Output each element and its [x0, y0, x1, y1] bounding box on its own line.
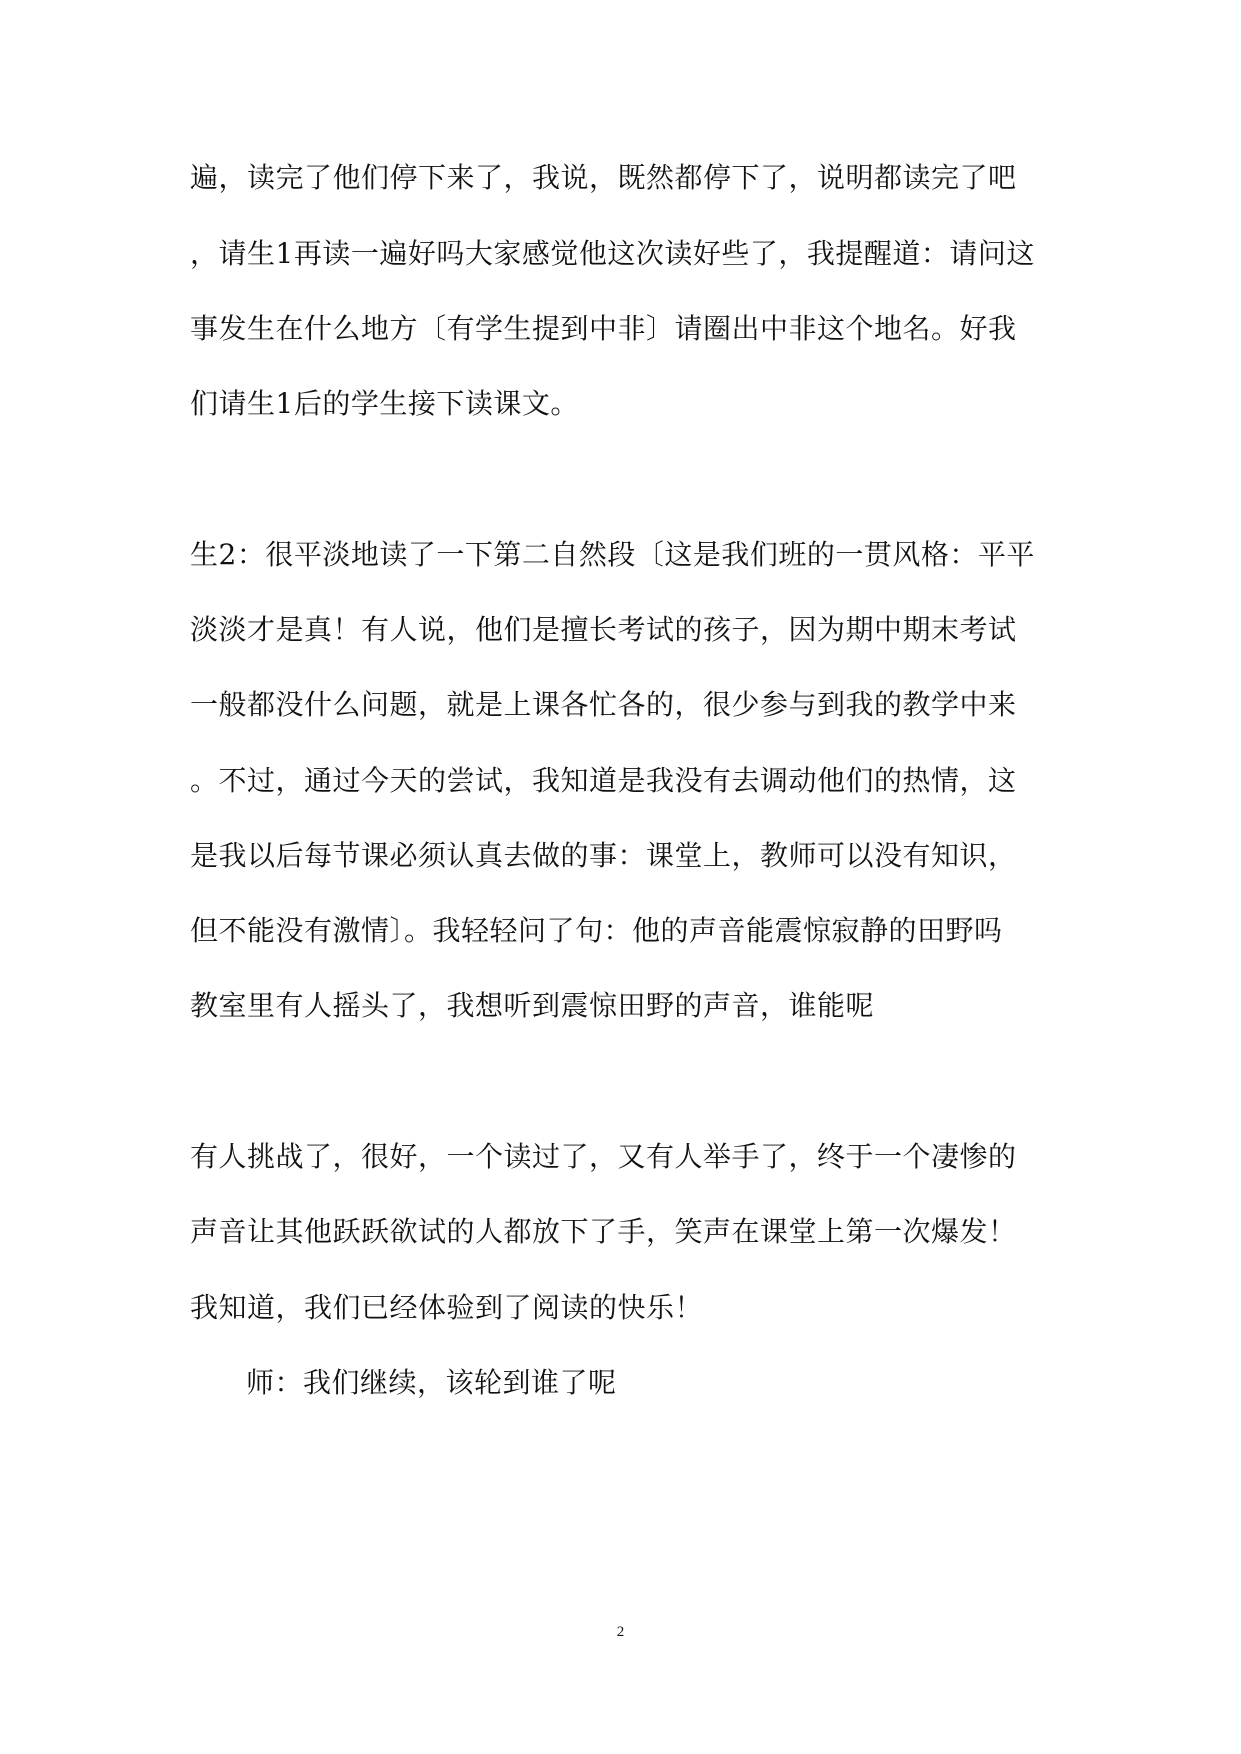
paragraph-2-line-2: 淡淡才是真！有人说，他们是擅长考试的孩子，因为期中期末考试 — [190, 613, 1017, 646]
paragraph-4-line-1: 师：我们继续，该轮到谁了呢 — [246, 1366, 617, 1399]
paragraph-2-line-5: 是我以后每节课必须认真去做的事：课堂上，教师可以没有知识， — [190, 839, 1017, 872]
paragraph-1-line-1: 遍，读完了他们停下来了，我说，既然都停下了，说明都读完了吧 — [190, 161, 1017, 194]
paragraph-2-line-7: 教室里有人摇头了，我想听到震惊田野的声音，谁能呢 — [190, 989, 875, 1022]
paragraph-1-line-4: 们请生1后的学生接下读课文。 — [190, 387, 579, 420]
page-number: 2 — [616, 1624, 625, 1640]
paragraph-1-line-2: ，请生1再读一遍好吗大家感觉他这次读好些了，我提醒道：请问这 — [190, 237, 1035, 270]
paragraph-2-line-6: 但不能没有激情〕。我轻轻问了句：他的声音能震惊寂静的田野吗 — [190, 914, 1003, 947]
paragraph-3-line-2: 声音让其他跃跃欲试的人都放下了手，笑声在课堂上第一次爆发！ — [190, 1215, 1017, 1248]
paragraph-3-line-1: 有人挑战了，很好，一个读过了，又有人举手了，终于一个凄惨的 — [190, 1140, 1017, 1173]
paragraph-3-line-3: 我知道，我们已经体验到了阅读的快乐！ — [190, 1291, 704, 1324]
paragraph-2-line-1: 生2：很平淡地读了一下第二自然段〔这是我们班的一贯风格：平平 — [190, 538, 1035, 571]
paragraph-1-line-3: 事发生在什么地方〔有学生提到中非〕请圈出中非这个地名。好我 — [190, 312, 1017, 345]
paragraph-2-line-3: 一般都没什么问题，就是上课各忙各的，很少参与到我的教学中来 — [190, 688, 1017, 721]
paragraph-2-line-4: 。不过，通过今天的尝试，我知道是我没有去调动他们的热情，这 — [190, 764, 1017, 797]
